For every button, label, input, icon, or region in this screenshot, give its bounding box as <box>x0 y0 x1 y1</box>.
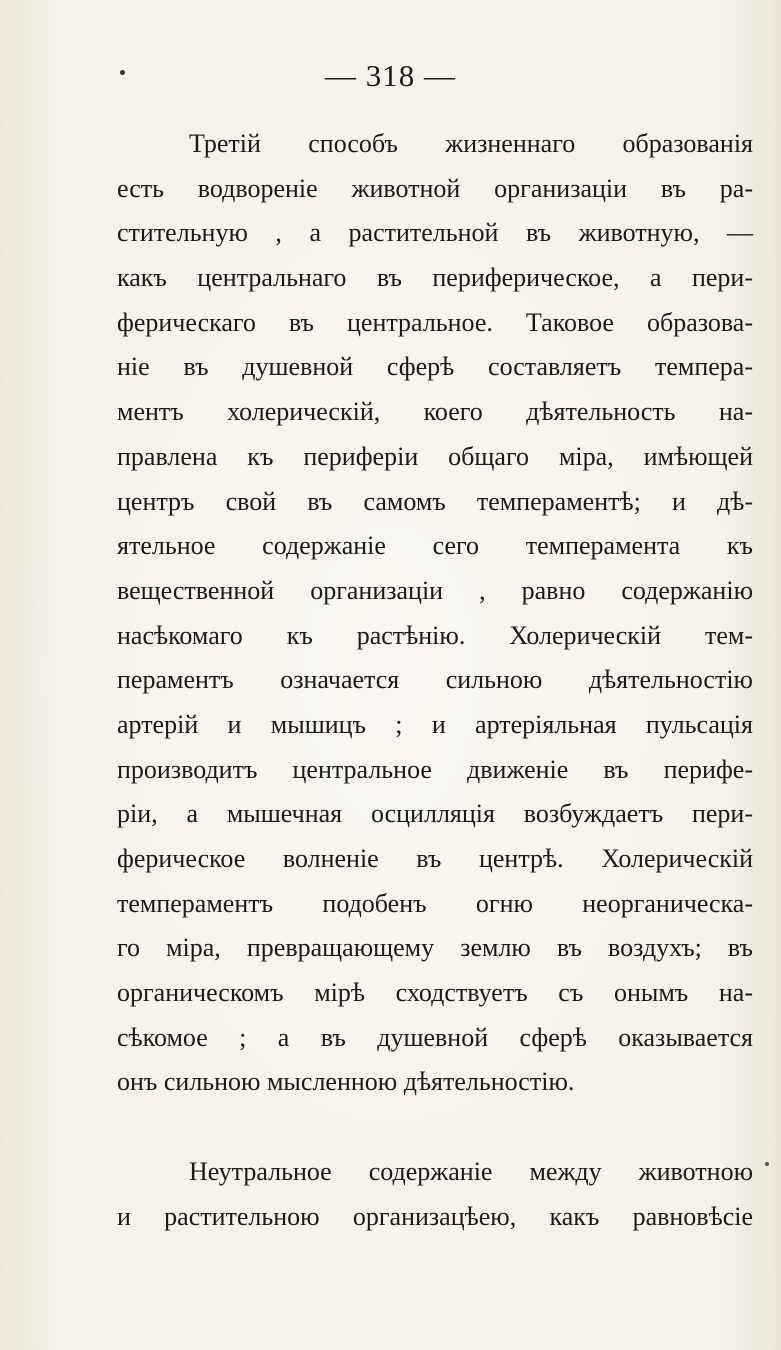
text-line: ферическаго въ центральное. Таковое образова- <box>117 307 753 337</box>
page-number: — 318 — <box>325 58 456 93</box>
text-line: вещественной организаціи , равно содержанію <box>117 575 753 605</box>
text-line: Неутральное содержаніе между животною <box>189 1157 753 1186</box>
ink-speck <box>765 1162 769 1166</box>
text-line: ятельное содержаніе сего темперамента къ <box>117 531 753 561</box>
text-line: ріи, а мышечная осцилляція возбуждаетъ пери- <box>117 799 753 829</box>
text-line: артерій и мышицъ ; и артеріяльная пульсація <box>117 709 753 739</box>
text-line: ферическое волненіе въ центрѣ. Холерическій <box>117 844 753 873</box>
text-line: производитъ центральное движеніе въ перифе- <box>117 754 753 784</box>
text-line: правлена къ периферіи общаго міра, имѣющей <box>117 441 753 471</box>
paragraph-holeric-temperament <box>117 122 753 1105</box>
text-line: насѣкомаго къ растѣнію. Холерическій тем- <box>117 620 753 650</box>
text-line: центръ свой въ самомъ темпераментѣ; и дѣ- <box>117 486 753 516</box>
text-line: органическомъ мірѣ сходствуетъ съ онымъ на- <box>117 978 753 1008</box>
text-line: Третій способъ жизненнаго образованія <box>189 129 753 158</box>
paragraph-neutral-content <box>117 1150 753 1239</box>
text-line: ментъ холерическій, коего дѣятельность на- <box>117 397 753 427</box>
text-line: стительную , а растительной въ животную, — <box>117 218 753 248</box>
text-line: сѣкомое ; а въ душевной сферѣ оказывается <box>117 1022 753 1052</box>
text-line: пераментъ означается сильною дѣятельностію <box>117 665 753 695</box>
text-line: есть водвореніе животной организаціи въ ра- <box>117 173 753 203</box>
text-line: го міра, превращающему землю въ воздухъ; въ <box>117 933 753 963</box>
text-line: какъ центральнаго въ периферическое, а пери- <box>117 263 753 293</box>
text-line: темпераментъ подобенъ огню неорганическа- <box>117 888 753 918</box>
text-line: онъ сильною мысленною дѣятельностію. <box>117 1067 575 1097</box>
text-line: ніе въ душевной сферѣ составляетъ темпера- <box>117 352 753 382</box>
text-line: и растительною организацѣею, какъ равновѣсіе <box>117 1201 753 1231</box>
